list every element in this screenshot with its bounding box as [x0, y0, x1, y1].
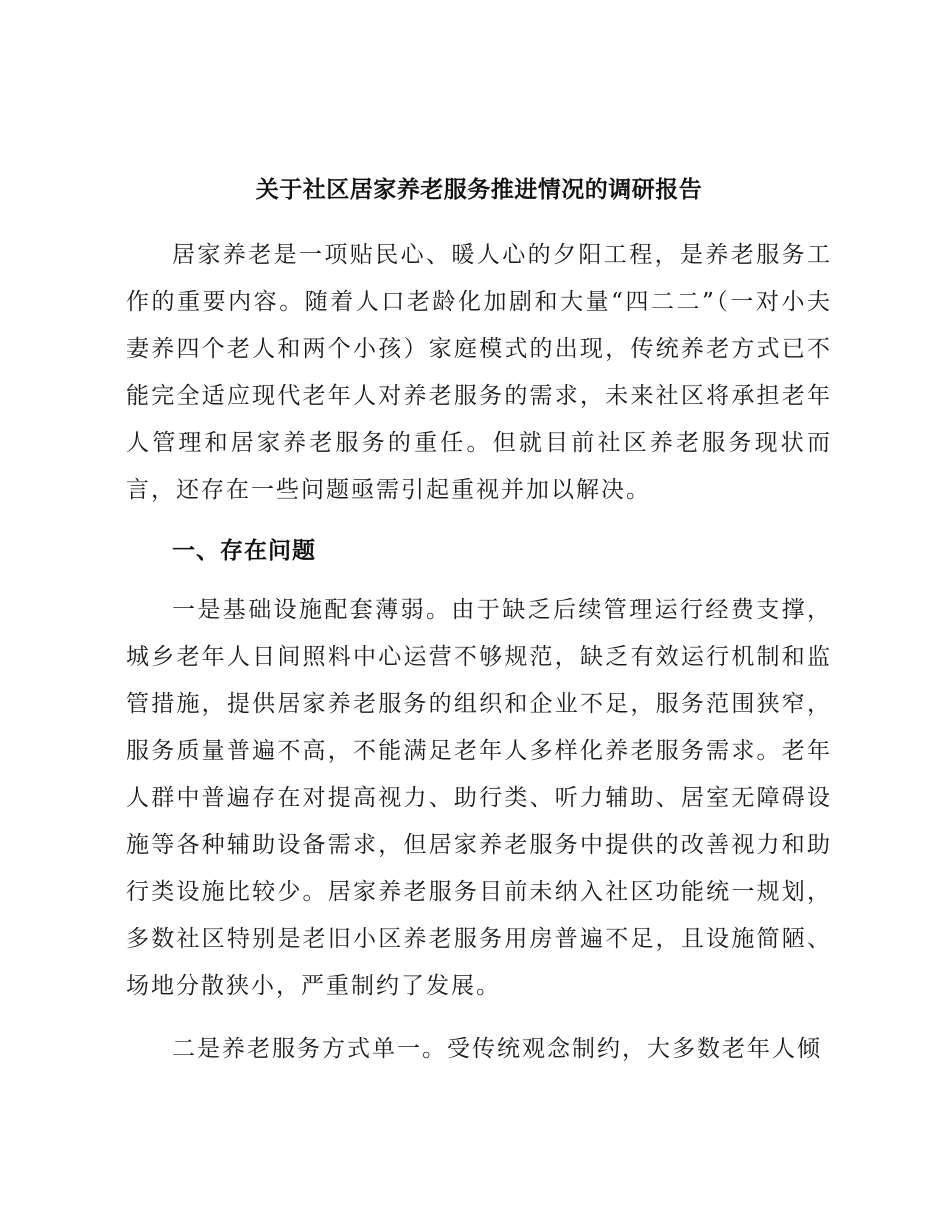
- problem-paragraph-service-mode: 二是养老服务方式单一。受传统观念制约，大多数老年人倾: [172, 1036, 822, 1062]
- intro-paragraph: 居家养老是一项贴民心、暖人心的夕阳工程，是养老服务工作的重要内容。随着人口老龄化加剧和大量“四二二”（一对小夫妻养四个老人和两个小孩）家庭模式的出现，传统养老方式已不能完全适应现代老年人对养老服务的需求，未来社区将承担老年人管理和居家养老服务的重任。但就目前社区养老服务现状而言，还存在一些问题亟需引起重视并加以解决。: [126, 242, 832, 503]
- document-body: [126, 170, 832, 1073]
- document-title: 关于社区居家养老服务推进情况的调研报告: [255, 176, 703, 203]
- section-heading-problems: 一、存在问题: [172, 538, 316, 564]
- problem-paragraph-infrastructure: 一是基础设施配套薄弱。由于缺乏后续管理运行经费支撑，城乡老年人日间照料中心运营不够规范，缺乏有效运行机制和监管措施，提供居家养老服务的组织和企业不足，服务范围狭窄，服务质量普遍不高，不能满足老年人多样化养老服务需求。老年人群中普遍存在对提高视力、助行类、听力辅助、居室无障碍设施等各种辅助设备需求，但居家养老服务中提供的改善视力和助行类设施比较少。居家养老服务目前未纳入社区功能统一规划，多数社区特别是老旧小区养老服务用房普遍不足，且设施简陋、场地分散狭小，严重制约了发展。: [126, 597, 832, 999]
